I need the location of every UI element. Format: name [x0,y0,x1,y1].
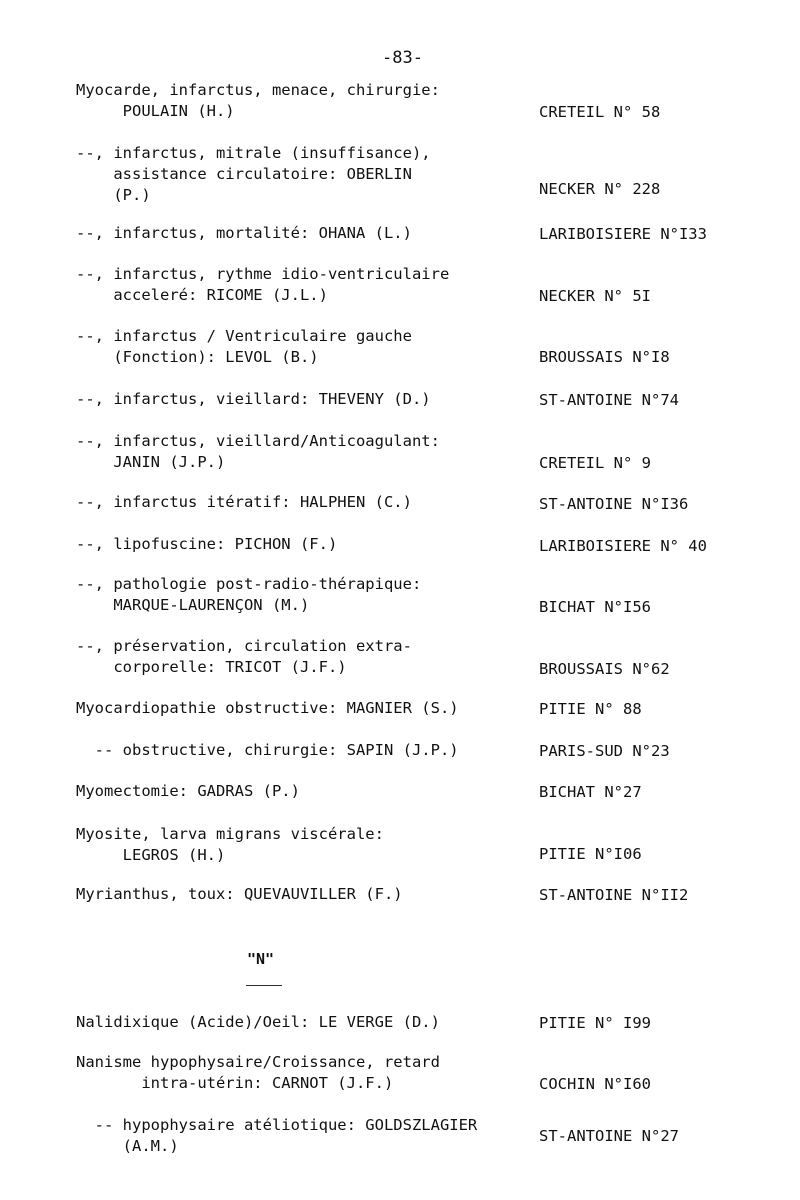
entry-text-line: --, infarctus, vieillard: THEVENY (D.) [76,390,431,408]
entry-text-line: --, infarctus, rythme idio-ventriculaire [76,265,450,283]
entry-text-line: -- hypophysaire atéliotique: GOLDSZLAGIER [76,1116,478,1134]
entry-reference: BICHAT N°I56 [539,598,651,616]
entry-text-line: corporelle: TRICOT (J.F.) [76,658,347,676]
entry-reference: BROUSSAIS N°I8 [539,348,670,366]
entry-reference: ST-ANTOINE N°74 [539,391,679,409]
entry-reference: BROUSSAIS N°62 [539,660,670,678]
entry-reference: LARIBOISIERE N°I33 [539,225,707,243]
entry-reference: ST-ANTOINE N°27 [539,1127,679,1145]
entry-text-line: -- obstructive, chirurgie: SAPIN (J.P.) [76,741,459,759]
entry-text-line: acceleré: RICOME (J.L.) [76,286,328,304]
entry-text-line: --, infarctus, vieillard/Anticoagulant: [76,432,440,450]
section-divider [246,985,282,986]
entry-text-line: --, infarctus itératif: HALPHEN (C.) [76,493,412,511]
entry-reference: BICHAT N°27 [539,783,642,801]
entry-text-line: --, infarctus, mortalité: OHANA (L.) [76,224,412,242]
entry-text-line: Myosite, larva migrans viscérale: [76,825,384,843]
entry-text-line: (A.M.) [76,1137,179,1155]
entry-text-line: (P.) [76,186,151,204]
page-number: -83- [382,48,423,68]
entry-text-line: assistance circulatoire: OBERLIN [76,165,412,183]
entry-reference: ST-ANTOINE N°I36 [539,495,689,513]
entry-text-line: POULAIN (H.) [76,102,235,120]
section-heading: "N" [247,950,275,968]
entry-text-line: Nalidixique (Acide)/Oeil: LE VERGE (D.) [76,1013,440,1031]
entry-reference: PITIE N° 88 [539,700,642,718]
entry-text-line: Myrianthus, toux: QUEVAUVILLER (F.) [76,885,403,903]
entry-reference: COCHIN N°I60 [539,1075,651,1093]
entry-reference: PITIE N° I99 [539,1014,651,1032]
entry-reference: NECKER N° 5I [539,287,651,305]
entry-reference: PARIS-SUD N°23 [539,742,670,760]
entry-reference: NECKER N° 228 [539,180,661,198]
entry-reference: PITIE N°I06 [539,845,642,863]
entry-reference: CRETEIL N° 58 [539,103,661,121]
entry-text-line: --, lipofuscine: PICHON (F.) [76,535,338,553]
entry-text-line: (Fonction): LEVOL (B.) [76,348,319,366]
entry-text-line: --, infarctus, mitrale (insuffisance), [76,144,431,162]
entry-reference: CRETEIL N° 9 [539,454,651,472]
entry-text-line: --, infarctus / Ventriculaire gauche [76,327,412,345]
entry-text-line: Myomectomie: GADRAS (P.) [76,782,300,800]
entry-text-line: MARQUE-LAURENÇON (M.) [76,596,310,614]
entry-text-line: Myocarde, infarctus, menace, chirurgie: [76,81,440,99]
entry-text-line: Nanisme hypophysaire/Croissance, retard [76,1053,440,1071]
entry-text-line: LEGROS (H.) [76,846,226,864]
entry-text-line: Myocardiopathie obstructive: MAGNIER (S.) [76,699,459,717]
entry-reference: ST-ANTOINE N°II2 [539,886,689,904]
entry-text-line: --, préservation, circulation extra- [76,637,412,655]
entry-text-line: intra-utérin: CARNOT (J.F.) [76,1074,394,1092]
entry-text-line: --, pathologie post-radio-thérapique: [76,575,422,593]
entry-text-line: JANIN (J.P.) [76,453,226,471]
entry-reference: LARIBOISIERE N° 40 [539,537,707,555]
